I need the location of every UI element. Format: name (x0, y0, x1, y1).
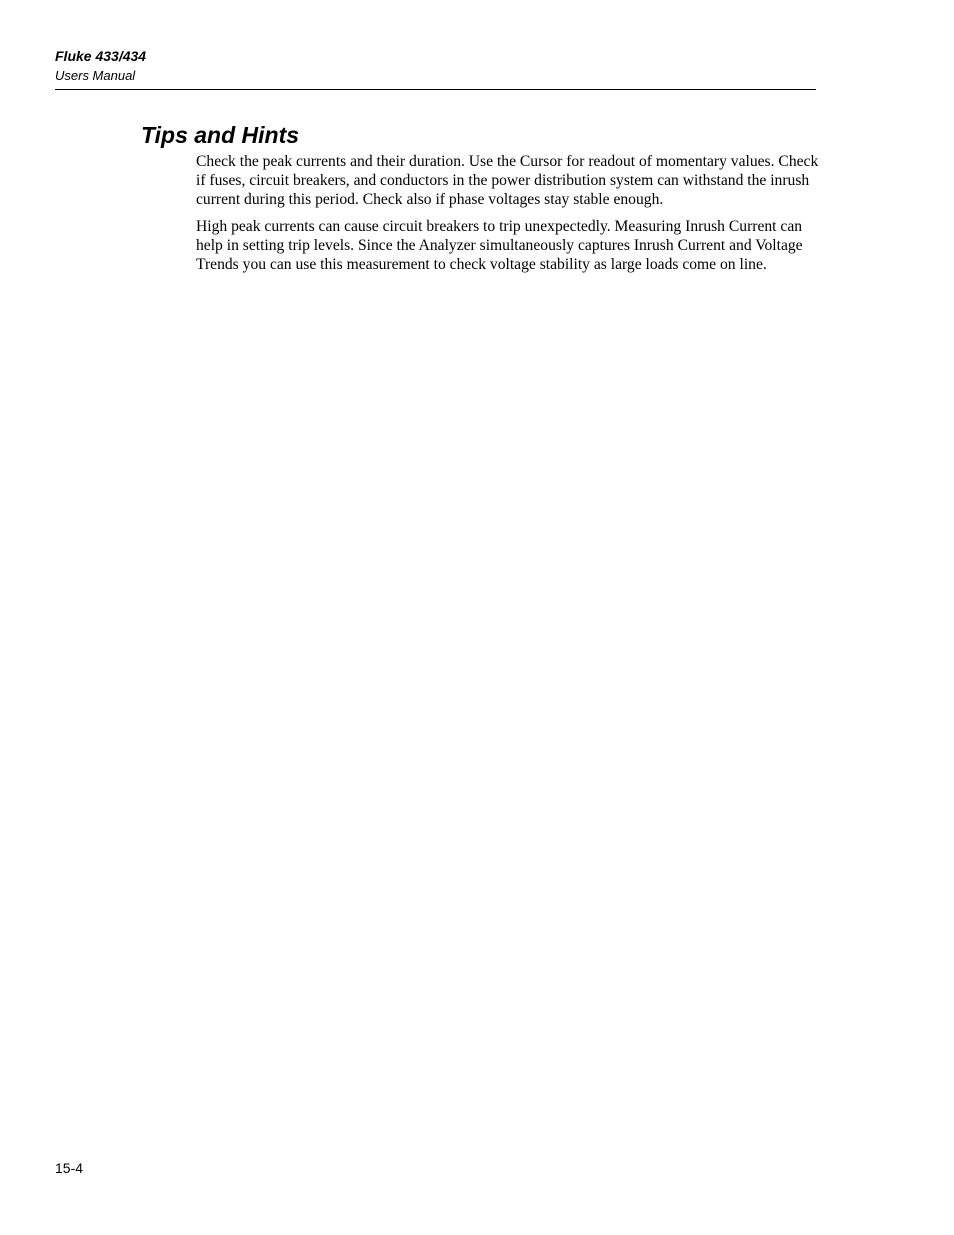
header-product-name: Fluke 433/434 (55, 48, 147, 64)
page-number: 15-4 (55, 1160, 84, 1176)
section-title: Tips and Hints (141, 122, 300, 148)
paragraph-1: Check the peak currents and their duration. Use the Cursor for readout of momentary values. Check if fuses, circuit breakers, and conductors in the power distribution system can withstand the inrush current during this period. Check also if phase voltages stay stable enough. (196, 153, 819, 208)
paragraph-2: High peak currents can cause circuit breakers to trip unexpectedly. Measuring Inrush Current can help in setting trip levels. Since the Analyzer simultaneously captures Inrush Current and Voltage Trends you can use this measurement to check voltage stability as large loads come on line. (196, 218, 803, 273)
section-body (196, 153, 820, 284)
header-divider (55, 89, 816, 90)
header-document-name: Users Manual (55, 68, 136, 83)
